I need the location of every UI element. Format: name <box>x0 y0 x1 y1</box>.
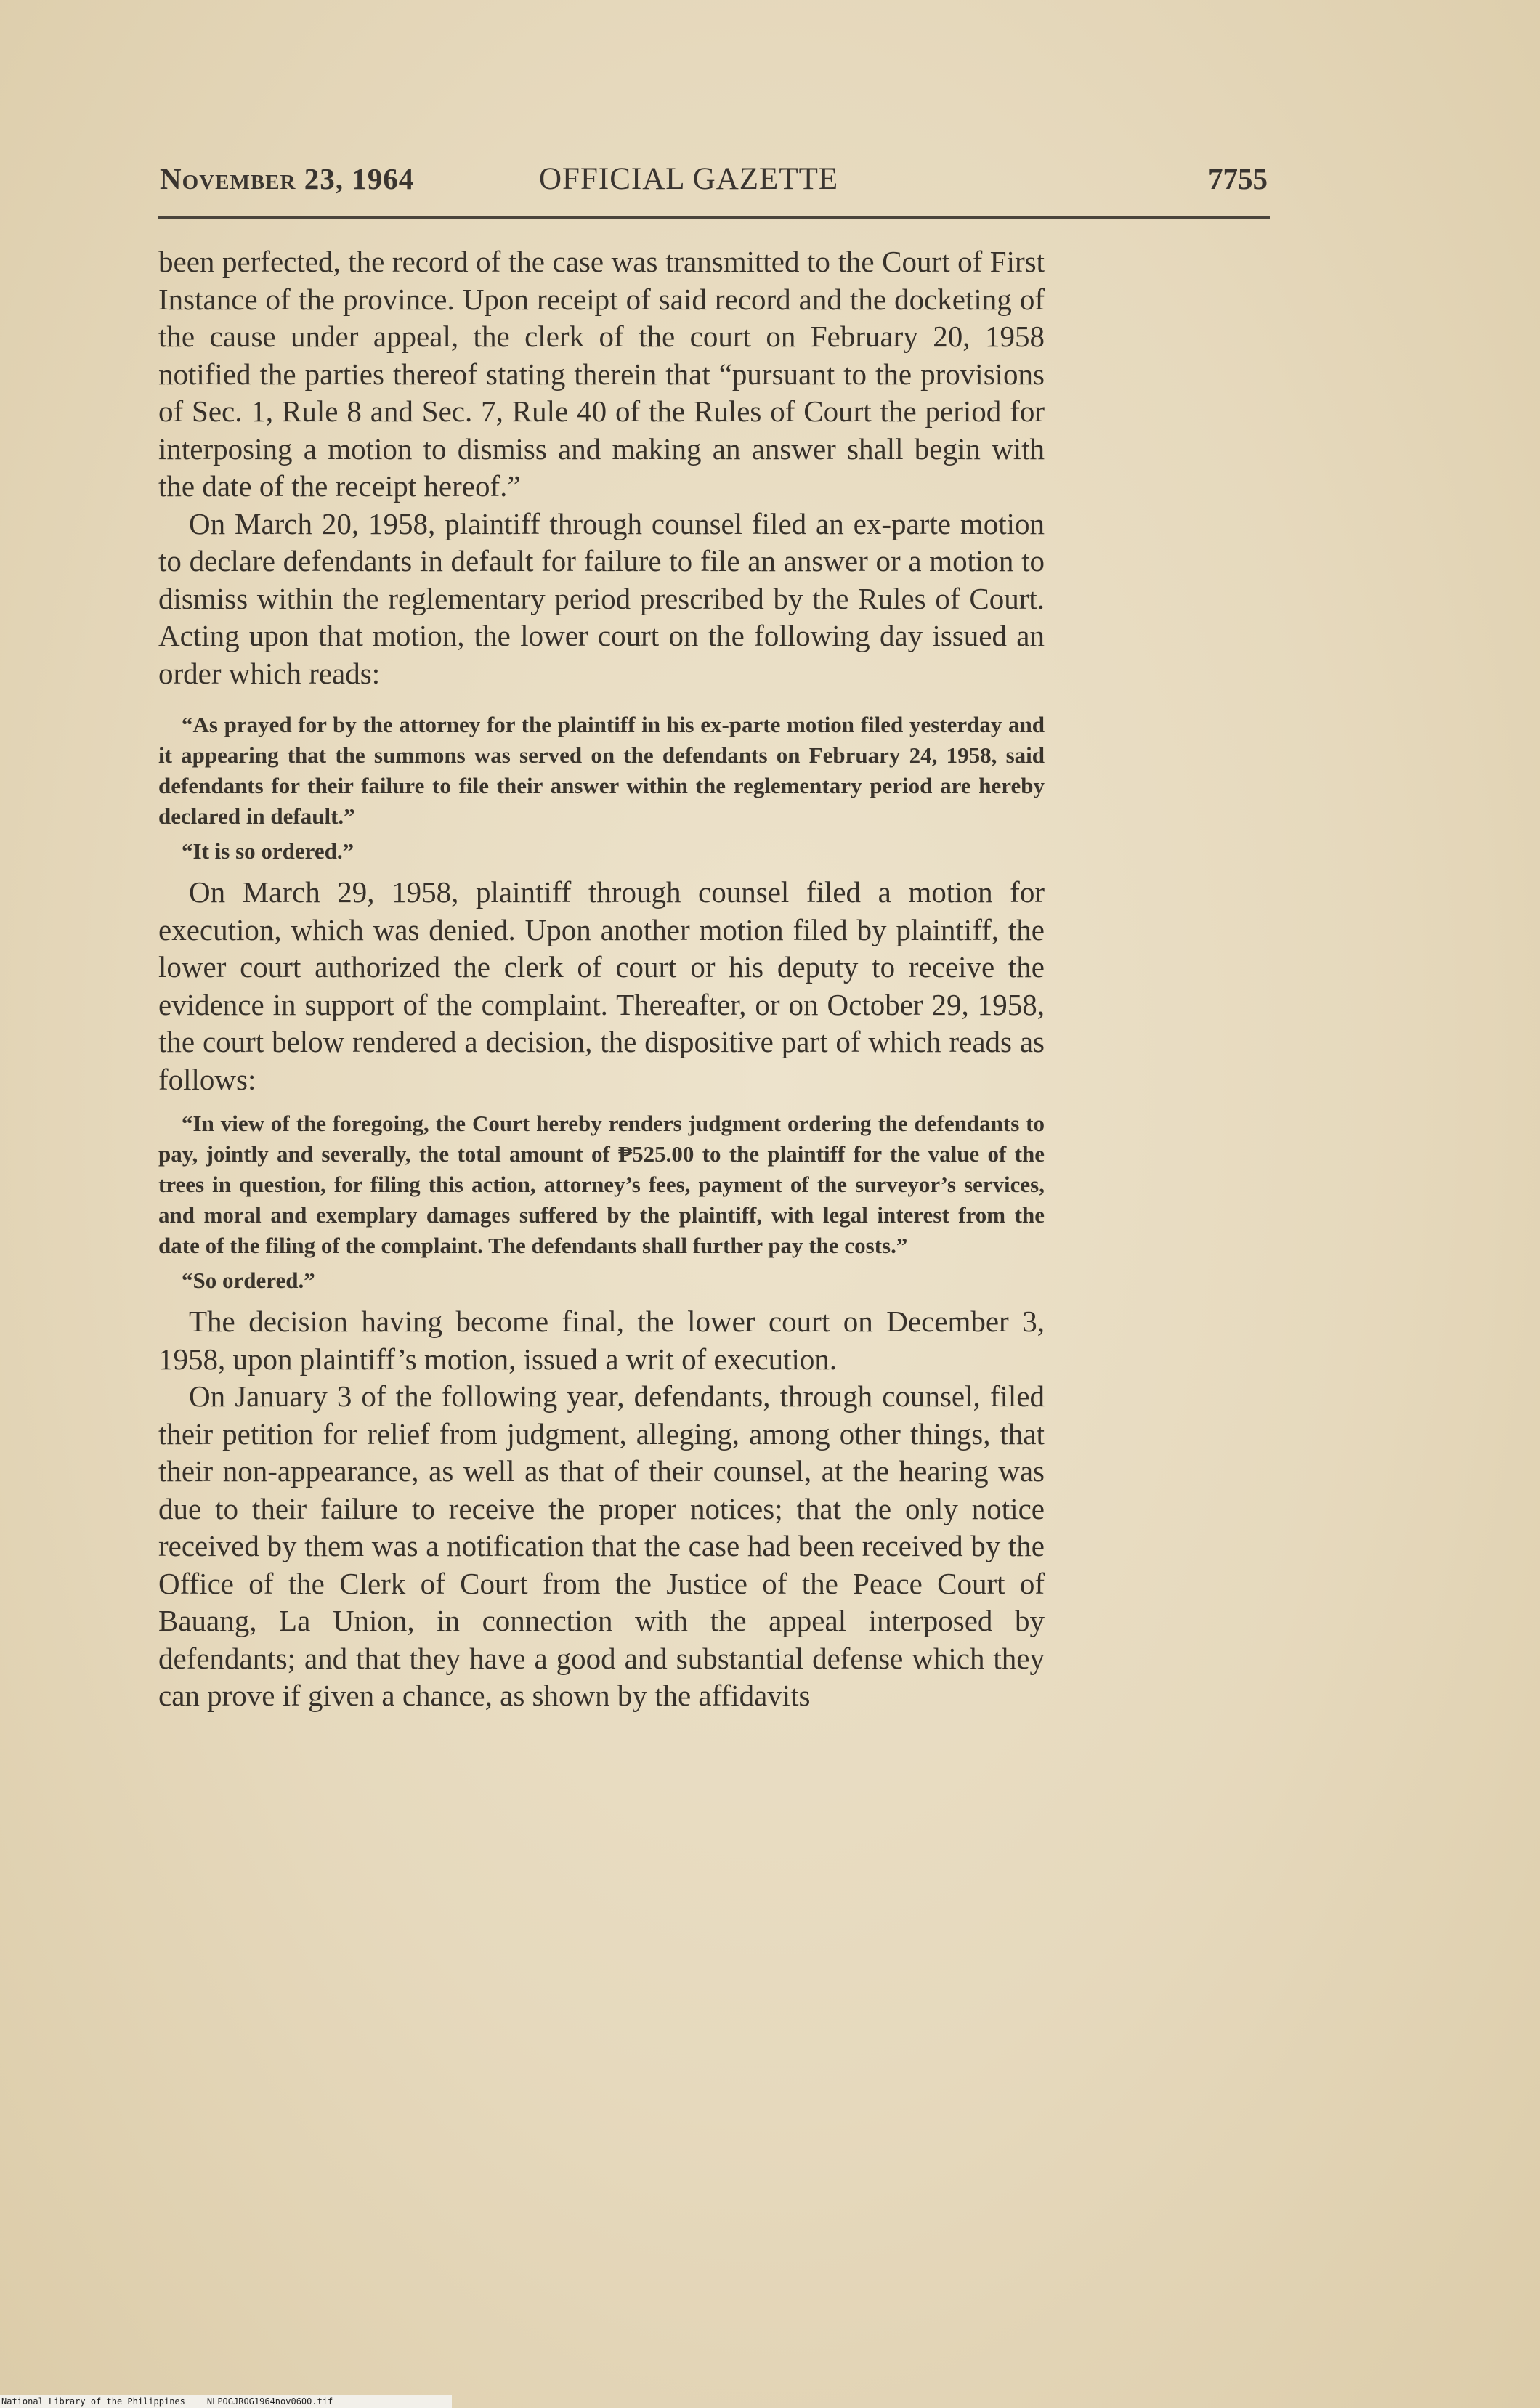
article-body <box>158 243 1045 1715</box>
paragraph-petition-relief: On January 3 of the following year, defendants, through counsel, filed their petition for relief from judgment, alleging, among other things, that their non-appearance, as well as that of their counsel, at the hearing was due to their failure to receive the proper notices; that the only notice received by them was a notification that the case had been received by the Office of the Clerk of Court from the Justice of the Peace Court of Bauang, La Union, in connection with the appeal interposed by defendants; and that they have a good and substantial defense which they can prove if given a chance, as shown by the affidavits <box>158 1379 1045 1712</box>
quoted-decision: “In view of the foregoing, the Court hereby renders judgment ordering the defendants to pay, jointly and severally, the total amount of ₱525.00 to the plaintiff for the value of the trees in question, for filing this action, attorney’s fees, payment of the surveyor’s services, and moral and exemplary damages suffered by the plaintiff, with legal interest from the date of the filing of the complaint. The defendants shall further pay the costs.” <box>158 1111 1045 1258</box>
paragraph-writ-of-execution: The decision having become final, the lower court on December 3, 1958, upon plaintiff’s motion, issued a writ of execution. <box>158 1305 1045 1376</box>
scan-footer <box>0 2395 452 2408</box>
quoted-order: “As prayed for by the attorney for the plaintiff in his ex-parte motion filed yesterday and it appearing that the summons was served on the defendants on February 24, 1958, said defendants for their failure to file their answer within the reglementary period are hereby declared in default.” <box>158 712 1045 829</box>
header-date: November 23, 1964 <box>160 162 415 195</box>
paragraph-execution-motion: On March 29, 1958, plaintiff through counsel filed a motion for execution, which was denied. Upon another motion filed by plaintiff, the lower court authorized the clerk of court or his deputy to receive the evidence in support of the complaint. Thereafter, or on October 29, 1958, the court below rendered a decision, the dispositive part of which reads as follows: <box>158 875 1045 1096</box>
running-header <box>160 161 1268 212</box>
quoted-order-closing: “It is so ordered.” <box>182 838 354 864</box>
paragraph-motion-default: On March 20, 1958, plaintiff through counsel filed an ex-parte motion to declare defendants in default for failure to file an answer or a motion to dismiss within the reglementary period prescribed by the Rules of Court. Acting upon that motion, the lower court on the following day issued an order which reads: <box>158 506 1045 690</box>
quoted-decision-closing: “So ordered.” <box>182 1268 315 1293</box>
header-rule <box>158 216 1270 219</box>
footer-filename: NLPOGJROG1964nov0600.tif <box>206 2396 333 2407</box>
header-title: OFFICIAL GAZETTE <box>539 162 839 196</box>
page-number: 7755 <box>1208 162 1268 195</box>
paragraph-continuation: been perfected, the record of the case was transmitted to the Court of First Instance of the province. Upon receipt of said record and the docketing of the cause under appeal, the clerk of the court on February 20, 1958 notified the parties thereof stating therein that “pursuant to the provisions of Sec. 1, Rule 8 and Sec. 7, Rule 40 of the Rules of Court the period for interposing a motion to dismiss and making an answer shall begin with the date of the receipt hereof.” <box>158 245 1045 503</box>
footer-library: National Library of the Philippines <box>1 2396 185 2407</box>
